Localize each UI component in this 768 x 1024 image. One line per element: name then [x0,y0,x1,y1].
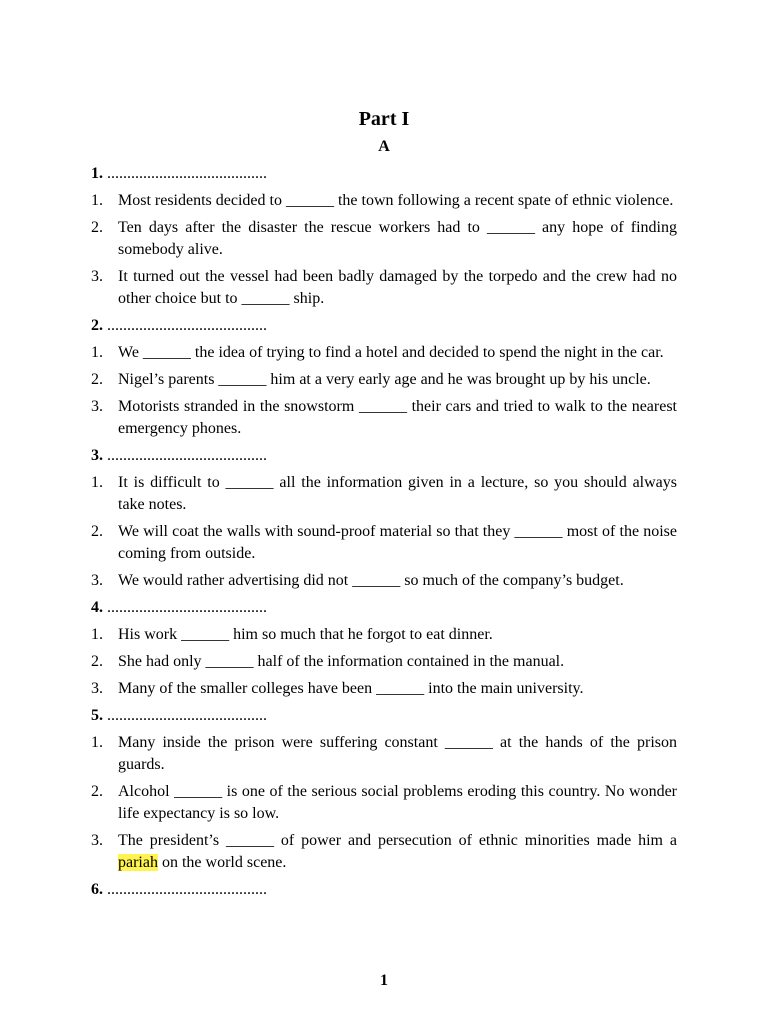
item-index: 1. [91,344,103,361]
list-item [91,521,677,565]
group-heading [91,705,677,727]
group-number: 2. [91,317,103,334]
list-item [91,342,677,364]
item-index: 2. [91,653,103,670]
item-text: Motorists stranded in the snowstorm ______ their cars and tried to walk to the nearest emergency phones. [118,398,677,437]
item-index: 1. [91,192,103,209]
group-number: 6. [91,881,103,898]
list-item [91,396,677,440]
answer-blank: ........................................ [107,881,267,898]
item-index: 3. [91,832,103,849]
exercise-list [91,163,677,906]
list-item [91,570,677,592]
list-item [91,651,677,673]
list-item [91,369,677,391]
list-item [91,830,677,874]
group-heading [91,163,677,185]
list-item [91,624,677,646]
item-index: 3. [91,268,103,285]
group-number: 4. [91,599,103,616]
item-index: 2. [91,523,103,540]
list-item [91,781,677,825]
group-number: 3. [91,447,103,464]
group-heading [91,315,677,337]
item-text: His work ______ him so much that he forgot to eat dinner. [118,626,493,643]
item-index: 1. [91,626,103,643]
answer-blank: ........................................ [107,165,267,182]
item-text [118,830,677,874]
item-index: 3. [91,572,103,589]
group-number: 5. [91,707,103,724]
item-text: Ten days after the disaster the rescue workers had to ______ any hope of finding somebody alive. [118,219,677,258]
item-text: It is difficult to ______ all the information given in a lecture, so you should always take notes. [118,474,677,513]
group-heading [91,879,677,901]
group-heading [91,445,677,467]
item-text: Nigel’s parents ______ him at a very early age and he was brought up by his uncle. [118,371,651,388]
item-text: Many inside the prison were suffering constant ______ at the hands of the prison guards. [118,734,677,773]
answer-blank: ........................................ [107,599,267,616]
list-item [91,678,677,700]
section-title: A [378,138,390,155]
item-text-before: The president’s ______ of power and persecution of ethnic minorities made him a [118,832,677,849]
page-title: Part I [358,108,410,130]
item-text: She had only ______ half of the information contained in the manual. [118,653,565,670]
item-index: 3. [91,680,103,697]
item-index: 1. [91,734,103,751]
group-heading [91,597,677,619]
list-item [91,217,677,261]
item-index: 2. [91,371,103,388]
list-item [91,266,677,310]
answer-blank: ........................................ [107,707,267,724]
answer-blank: ........................................ [107,447,267,464]
group-number: 1. [91,165,103,182]
item-text-after: on the world scene. [157,854,287,871]
item-index: 1. [91,474,103,491]
item-text: It turned out the vessel had been badly damaged by the torpedo and the crew had no other choice but to ______ ship. [118,268,677,307]
item-text: We will coat the walls with sound-proof material so that they ______ most of the noise coming from outside. [118,523,677,562]
list-item [91,190,677,212]
item-index: 2. [91,219,103,236]
answer-blank: ........................................ [107,317,267,334]
list-item [91,732,677,776]
item-text: Alcohol ______ is one of the serious social problems eroding this country. No wonder life expectancy is so low. [118,783,677,822]
item-text: Many of the smaller colleges have been ______ into the main university. [118,680,584,697]
highlighted-word: pariah [118,854,158,871]
list-item [91,472,677,516]
item-text: Most residents decided to ______ the town following a recent spate of ethnic violence. [118,192,674,209]
item-index: 3. [91,398,103,415]
item-text: We ______ the idea of trying to find a hotel and decided to spend the night in the car. [118,344,664,361]
page-number: 1 [380,972,388,989]
item-text: We would rather advertising did not ______ so much of the company’s budget. [118,572,624,589]
item-index: 2. [91,783,103,800]
